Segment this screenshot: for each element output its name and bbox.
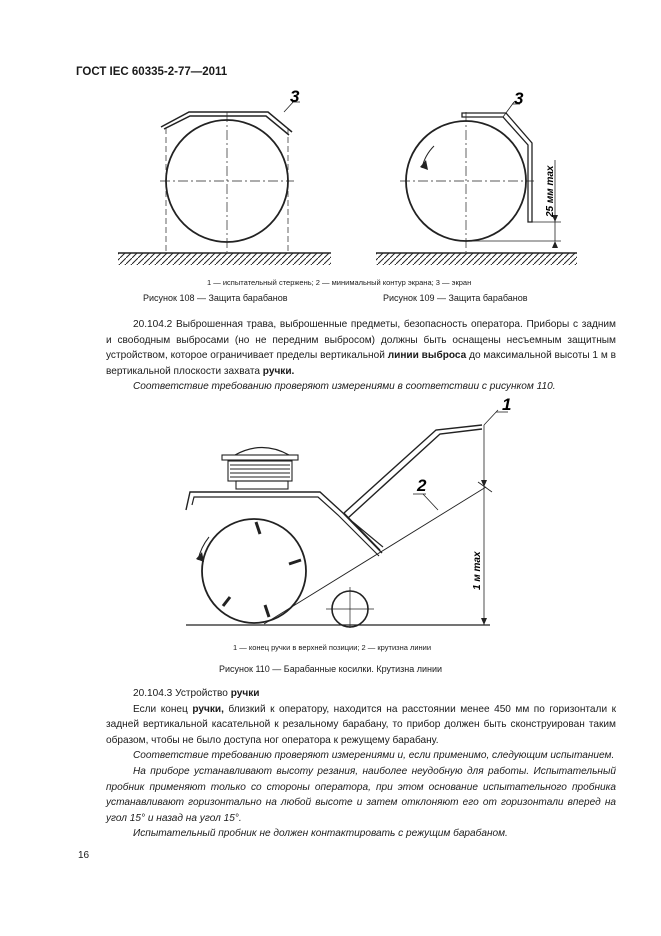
- figure-108-caption: Рисунок 108 — Защита барабанов: [143, 293, 288, 303]
- compliance-text: Соответствие требованию проверяют измерениями в соответствии с рисунком 110.: [133, 381, 556, 393]
- clause-text-a: Выброшенная трава, выброшенные предметы, безопасность оператора. Приборы с задним и свободным выбросами (но не передним выбросом) должны быть оснащены несъемным защитным устройством, которое ограничивает пределы вертикальной: [106, 319, 616, 362]
- clause-20-104-3: [106, 686, 616, 842]
- ground-hatch: [376, 253, 577, 265]
- figure-109-drum: [376, 89, 577, 265]
- paragraph-1: [106, 702, 616, 749]
- p1-text-a: Если конец: [133, 703, 193, 715]
- engine-block: [222, 448, 298, 490]
- ground-hatch: [118, 253, 331, 265]
- page-number: 16: [78, 850, 90, 861]
- handle-bar: [344, 425, 482, 513]
- paragraph-3: На приборе устанавливают высоту резания, наиболее неудобную для работы. Испытательный пробник применяют только со стороны оператора, при этом основание испытательного пробника устанавливают горизонтально на любой высоте и затем отклоняют его от горизонтали вперед на угол 15° и назад на угол 15°.: [106, 765, 616, 824]
- clause-number: 20.104.2: [133, 319, 173, 330]
- heading-bold-handle: ручки: [230, 688, 260, 699]
- label-1: 1: [502, 395, 512, 414]
- figure-109-caption: Рисунок 109 — Защита барабанов: [383, 293, 528, 303]
- label-2: 2: [417, 476, 427, 495]
- document-standard-header: ГОСТ IEC 60335-2-77—2011: [76, 66, 228, 78]
- dimension-25mm: 25 мм max: [545, 165, 556, 217]
- bold-term-discharge-line: линии выброса: [387, 350, 467, 362]
- figure-110-legend: 1 — конец ручки в верхней позиции; 2 — крутизна линии: [233, 643, 432, 652]
- p1-bold-handle: ручки,: [192, 703, 224, 715]
- clause-20-104-2: [106, 317, 616, 395]
- clause-heading: [106, 686, 616, 702]
- p1-text-b: близкий к оператору, находится на расстоянии менее 450 мм по горизонтали к задней вертикальной касательной к резальному барабану, то прибор должен быть сконструирован таким образом, чтобы не было доступа ног оператора к режущему барабану.: [106, 703, 616, 746]
- heading-text: Устройство: [172, 688, 231, 699]
- housing-top: [186, 492, 382, 553]
- clause-text-b: до максимальной высоты 1 м в вертикальной плоскости захвата: [106, 350, 616, 377]
- dimension-1m: 1 м max: [472, 551, 483, 590]
- bold-term-handle: ручки.: [262, 365, 295, 377]
- figures-108-109-legend: 1 — испытательный стержень; 2 — минимальный контур экрана; 3 — экран: [207, 278, 472, 287]
- clause-number: 20.104.3: [133, 688, 173, 699]
- figures-108-109: [0, 0, 661, 300]
- paragraph-2: Соответствие требованию проверяют измерениями и, если применимо, следующим испытанием.: [133, 750, 615, 762]
- figure-110-caption: Рисунок 110 — Барабанные косилки. Крутизна линии: [219, 664, 443, 674]
- label-3-left: 3: [290, 87, 300, 106]
- paragraph-4: Испытательный пробник не должен контактировать с режущим барабаном.: [133, 828, 508, 840]
- figure-110-mower: [0, 385, 661, 630]
- label-3-right: 3: [514, 89, 524, 108]
- figure-108-drum: [118, 87, 331, 265]
- slope-line: [264, 487, 486, 624]
